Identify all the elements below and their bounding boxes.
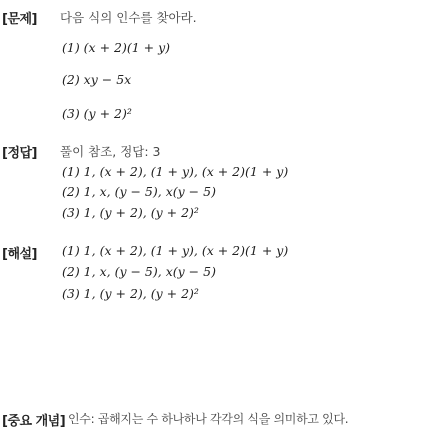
problem-item-2: (2) xy − 5x xyxy=(62,72,132,87)
solution-tag: [해설] xyxy=(2,247,37,262)
solution-item-3: (3) 1, (y + 2), (y + 2)² xyxy=(62,286,199,301)
concept-text: 인수: 곱해지는 수 하나하나 각각의 식을 의미하고 있다. xyxy=(68,412,349,426)
solution-item-1: (1) 1, (x + 2), (1 + y), (x + 2)(1 + y) xyxy=(62,243,289,258)
problem-instruction: 다음 식의 인수를 찾아라. xyxy=(60,10,197,25)
solution-item-2: (2) 1, x, (y − 5), x(y − 5) xyxy=(62,264,216,279)
problem-item-1: (1) (x + 2)(1 + y) xyxy=(62,40,171,55)
answer-note: 풀이 참조, 정답: 3 xyxy=(60,144,161,159)
concept-tag: [중요 개념] xyxy=(2,414,66,429)
problem-item-3: (3) (y + 2)² xyxy=(62,106,132,121)
answer-tag: [정답] xyxy=(2,146,37,161)
answer-item-2: (2) 1, x, (y − 5), x(y − 5) xyxy=(62,184,216,199)
answer-item-1: (1) 1, (x + 2), (1 + y), (x + 2)(1 + y) xyxy=(62,164,289,179)
answer-item-3: (3) 1, (y + 2), (y + 2)² xyxy=(62,205,199,220)
problem-tag: [문제] xyxy=(2,12,37,27)
